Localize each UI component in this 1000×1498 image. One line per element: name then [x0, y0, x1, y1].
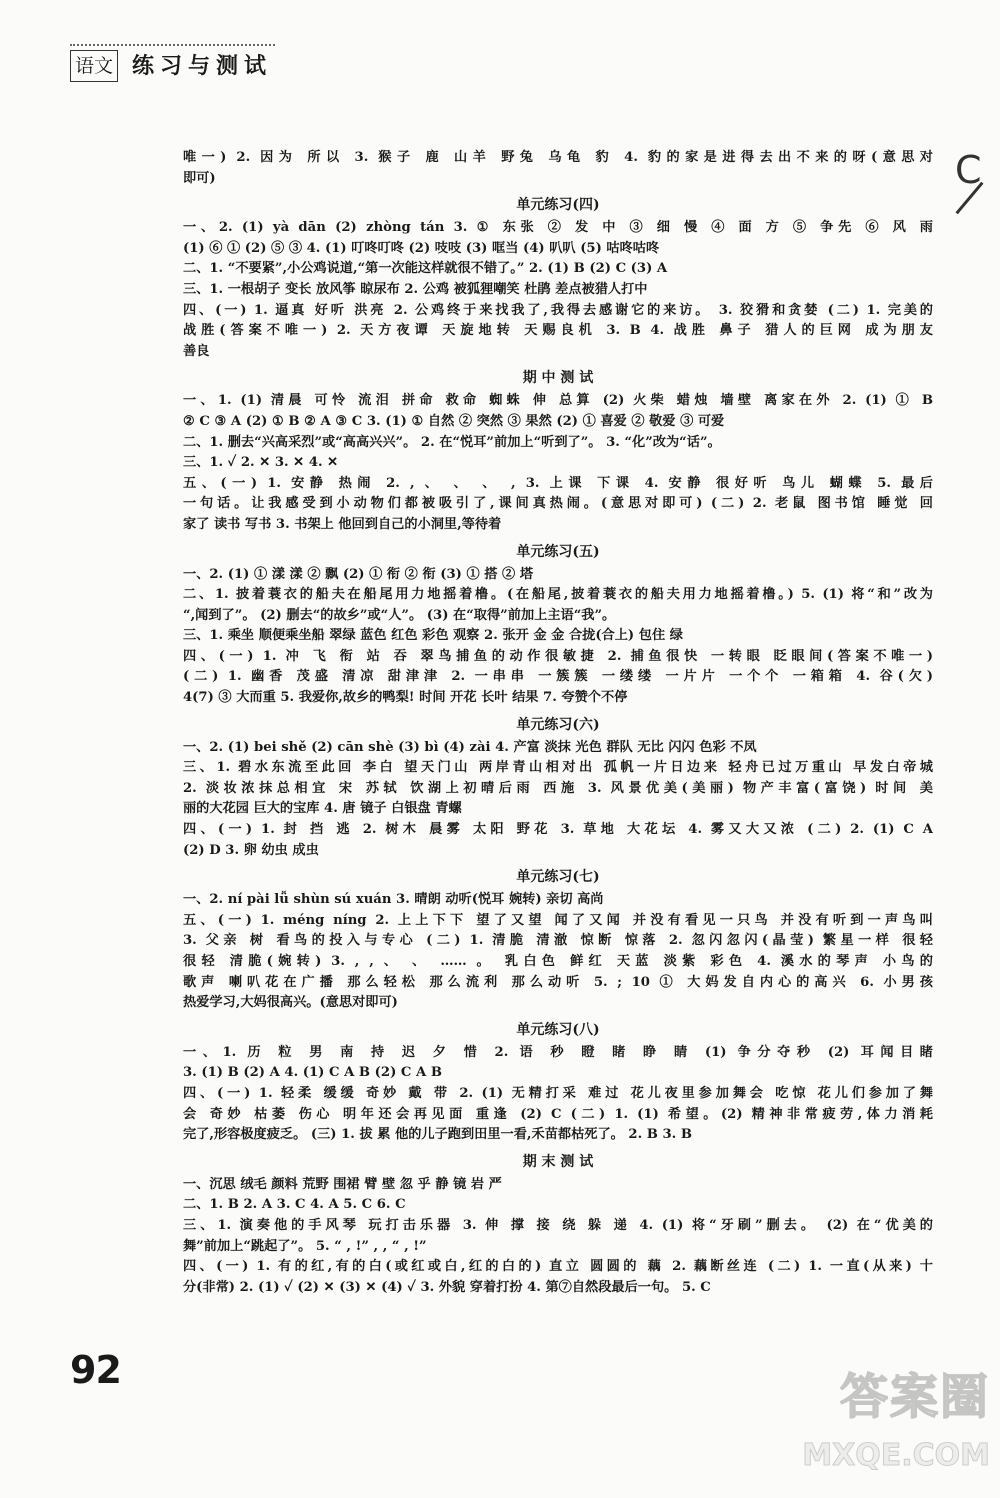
answer-line: 热爱学习,大妈很高兴。(意思对即可) — [183, 995, 398, 1011]
answer-line: 三、1. ✓ 2. ✕ 3. ✕ 4. ✕ — [183, 455, 339, 471]
watermark-text-cn: 答案圈 — [839, 1369, 990, 1425]
answer-line: 4(7) ③ 大而重 5. 我爱你,故乡的鸭梨! 时间 开花 长叶 结果 7. 夸赞个不停 — [183, 690, 628, 706]
answer-line: 歌声 喇叭花在广播 那么轻松 那么流利 那么动听 5. ; 10 ① 大妈发自内心的高兴 6. 小男孩 — [183, 974, 933, 990]
answer-line: 三、1. 碧水东流至此回 李白 望天门山 两岸青山相对出 孤帆一片日边来 轻舟已过万重山 早发白帝城 — [183, 760, 933, 776]
answer-line: (二) 1. 幽香 茂盛 清凉 甜津津 2. 一串串 一簇簇 一缕缕 一片片 一个个 一箱箱 4. 谷(欠) — [183, 669, 933, 685]
answer-line: 三、1. 一根胡子 变长 放风筝 晾尿布 2. 公鸡 被狐狸嘲笑 杜鹃 差点被猎人打中 — [183, 281, 648, 297]
answer-line: “,闻到了”。 (2) 删去“的故乡”或“人”。 (3) 在“取得”前加上主语“我”。 — [183, 607, 616, 623]
answer-line: 唯一) 2. 因为 所以 3. 猴子 鹿 山羊 野兔 乌龟 豹 4. 豹的家是进得去出不来的呀(意思对 — [183, 150, 933, 165]
section-title: 期 末 测 试 — [522, 1153, 594, 1170]
header-dotted-rule — [70, 44, 275, 46]
section-title: 单元练习(五) — [516, 543, 600, 560]
answer-line: 会 奇妙 枯萎 伤心 明年还会再见面 重逢 (2) C (二) 1. (1) 希望。(2) 精神非常疲劳,体力消耗 — [183, 1106, 933, 1122]
answer-line: 四、(一) 1. 封 挡 逃 2. 树木 晨雾 太阳 野花 3. 草地 大花坛 4. 雾又大又浓 (二) 2. (1) C A — [183, 822, 933, 838]
answer-line: 一、1. 历 粒 男 南 持 迟 夕 惜 2. 语 秒 瞪 睹 睁 睛 (1) 争分夺秒 (2) 耳闻目睹 — [183, 1044, 933, 1060]
answer-key-content — [183, 148, 933, 1298]
answer-line: 很轻 清脆(婉转) 3. , , 、 、 …… 。 乳白色 鲜红 天蓝 淡紫 彩色 4. 溪水的琴声 小鸟的 — [183, 954, 933, 969]
answer-line: 四、(一) 1. 逼真 好听 洪亮 2. 公鸡终于来找我了,我得去感谢它的来访。 3. 狡猾和贪婪 (二) 1. 完美的 — [183, 302, 933, 318]
answer-line: 二、1. 披着蓑衣的船夫在船尾用力地摇着橹。(在船尾,披着蓑衣的船夫用力地摇着橹。) 5. (1) 将“和”改为 — [183, 587, 933, 603]
answer-line: 四、(一) 1. 有的红,有的白(或红或白,红的白的) 直立 圆圆的 藕 2. 藕断丝连 (二) 1. 一直(从来) 十 — [183, 1259, 933, 1275]
subject-label: 语文 — [70, 50, 118, 82]
section-title: 期 中 测 试 — [522, 370, 594, 387]
answer-line: (1) ⑥ ① (2) ⑤ ③ 4. (1) 叮咚叮咚 (2) 吱吱 (3) 哐当 (4) 叭叭 (5) 咕咚咕咚 — [183, 240, 660, 256]
answer-line: 二、1. B 2. A 3. C 4. A 5. C 6. C — [183, 1197, 406, 1213]
answer-line: 3. 父亲 树 看鸟的投入与专心 (二) 1. 清脆 清澈 惊断 惊落 2. 忽闪忽闪(晶莹) 繁星一样 很轻 — [183, 933, 933, 949]
answer-line: 四、(一) 1. 轻柔 缓缓 奇妙 戴 带 2. (1) 无精打采 难过 花儿夜里参加舞会 吃惊 花儿们参加了舞 — [183, 1085, 933, 1101]
edge-letter-mark: C — [955, 148, 982, 192]
answer-line: 四、(一) 1. 冲 飞 衔 站 吞 翠鸟捕鱼的动作很敏捷 2. 捕鱼很快 一转眼 眨眼间(答案不唯一) — [183, 648, 933, 664]
section-title: 单元练习(四) — [516, 197, 600, 214]
answer-line: 一句话。让我感受到小动物们都被吸引了,课间真热闹。(意思对即可) (二) 2. 老鼠 图书馆 睡觉 回 — [183, 496, 933, 512]
answer-line: 完了,形容极度疲乏。 (三) 1. 拔 累 他的儿子跑到田里一看,禾苗都枯死了。 2. B 3. B — [183, 1127, 693, 1143]
book-title: 练习与测试 — [132, 54, 273, 79]
section-title: 单元练习(七) — [516, 869, 600, 886]
answer-line: 三、1. 演奏他的手风琴 玩打击乐器 3. 伸 撑 接 绕 躲 递 4. (1) 将“牙刷”删去。 (2) 在“优美的 — [183, 1217, 933, 1233]
answer-line: 三、1. 乘坐 顺便乘坐船 翠绿 蓝色 红色 彩色 观察 2. 张开 金 金 合拢(合上) 包住 绿 — [183, 628, 683, 644]
watermark-logo — [790, 1358, 990, 1488]
answer-line: 丽的大花园 巨大的宝库 4. 唐 镜子 白银盘 青螺 — [183, 801, 462, 817]
answer-line: 五、(一) 1. méng níng 2. 上上下下 望了又望 闻了又闻 并没有看见一只鸟 并没有听到一声鸟叫 — [183, 912, 933, 928]
page-number: 92 — [70, 1348, 121, 1392]
answer-line: 一、1. (1) 清晨 可怜 流泪 拼命 救命 蜘蛛 伸 总算 (2) 火柴 蜡烛 墙壁 离家在外 2. (1) ① B — [183, 393, 933, 409]
answer-line: 善良 — [183, 343, 210, 359]
watermark-text-en: MXQE.COM — [802, 1438, 990, 1473]
answer-line: (2) D 3. 卵 幼虫 成虫 — [183, 842, 319, 858]
answer-line: 一、2. (1) bei shě (2) cān shè (3) bì (4) zài 4. 产富 淡抹 光色 群队 无比 闪闪 色彩 不凤 — [183, 739, 757, 755]
section-title: 单元练习(八) — [516, 1021, 600, 1038]
answer-line: 战胜(答案不唯一) 2. 天方夜谭 天旋地转 天赐良机 3. B 4. 战胜 鼻子 猎人的巨网 成为朋友 — [183, 323, 933, 339]
answer-line: 3. (1) B (2) A 4. (1) C A B (2) C A B — [183, 1065, 442, 1081]
answer-line: 一、2. (1) yà dān (2) zhòng tán 3. ① 东张 ② 发 中 ③ 细 慢 ④ 面 方 ⑤ 争先 ⑥ 风 雨 — [183, 220, 933, 236]
page-header — [70, 44, 290, 84]
answer-line: 即可) — [183, 170, 216, 186]
answer-line: 二、1. “不要紧”,小公鸡说道,“第一次能这样就很不错了。” 2. (1) B (2) C (3) A — [183, 261, 668, 277]
answer-line: 一、2. ní pài lǚ shùn sú xuán 3. 晴朗 动听(悦耳 婉转) 亲切 高尚 — [183, 892, 604, 908]
answer-line: 家了 读书 写书 3. 书架上 他回到自己的小洞里,等待着 — [183, 516, 502, 532]
answer-line: 一、2. (1) ① 漾 漾 ② 飘 (2) ① 衔 ② 衔 (3) ① 搭 ② 塔 — [183, 566, 534, 582]
answer-line: 舞”前加上“跳起了”。 5. “ , !” , , “ , !” — [183, 1238, 427, 1254]
section-title: 单元练习(六) — [516, 716, 600, 733]
answer-line: 五、(一) 1. 安静 热闹 2. , 、 、 、 , 3. 上课 下课 4. 安静 很好听 鸟儿 蝴蝶 5. 最后 — [183, 475, 933, 491]
answer-line: 2. 淡妆浓抹总相宜 宋 苏轼 饮湖上初晴后雨 西施 3. 风景优美(美丽) 物产丰富(富饶) 时间 美 — [183, 780, 933, 796]
answer-line: 分(非常) 2. (1) ✓ (2) ✕ (3) ✕ (4) ✓ 3. 外貌 穿着打扮 4. 第⑦自然段最后一句。 5. C — [183, 1279, 711, 1295]
answer-line: 二、1. 删去“兴高采烈”或“高高兴兴”。 2. 在“悦耳”前加上“听到了”。 3. “化”改为“话”。 — [183, 434, 721, 450]
answer-line: ② C ③ A (2) ① B ② A ③ C 3. (1) ① 自然 ② 突然 ③ 果然 (2) ① 喜爱 ② 敬爱 ③ 可爱 — [183, 413, 725, 429]
answer-line: 一、沉思 绒毛 颜料 荒野 围裙 臂 壁 忽 乎 静 镜 岩 严 — [183, 1176, 502, 1192]
